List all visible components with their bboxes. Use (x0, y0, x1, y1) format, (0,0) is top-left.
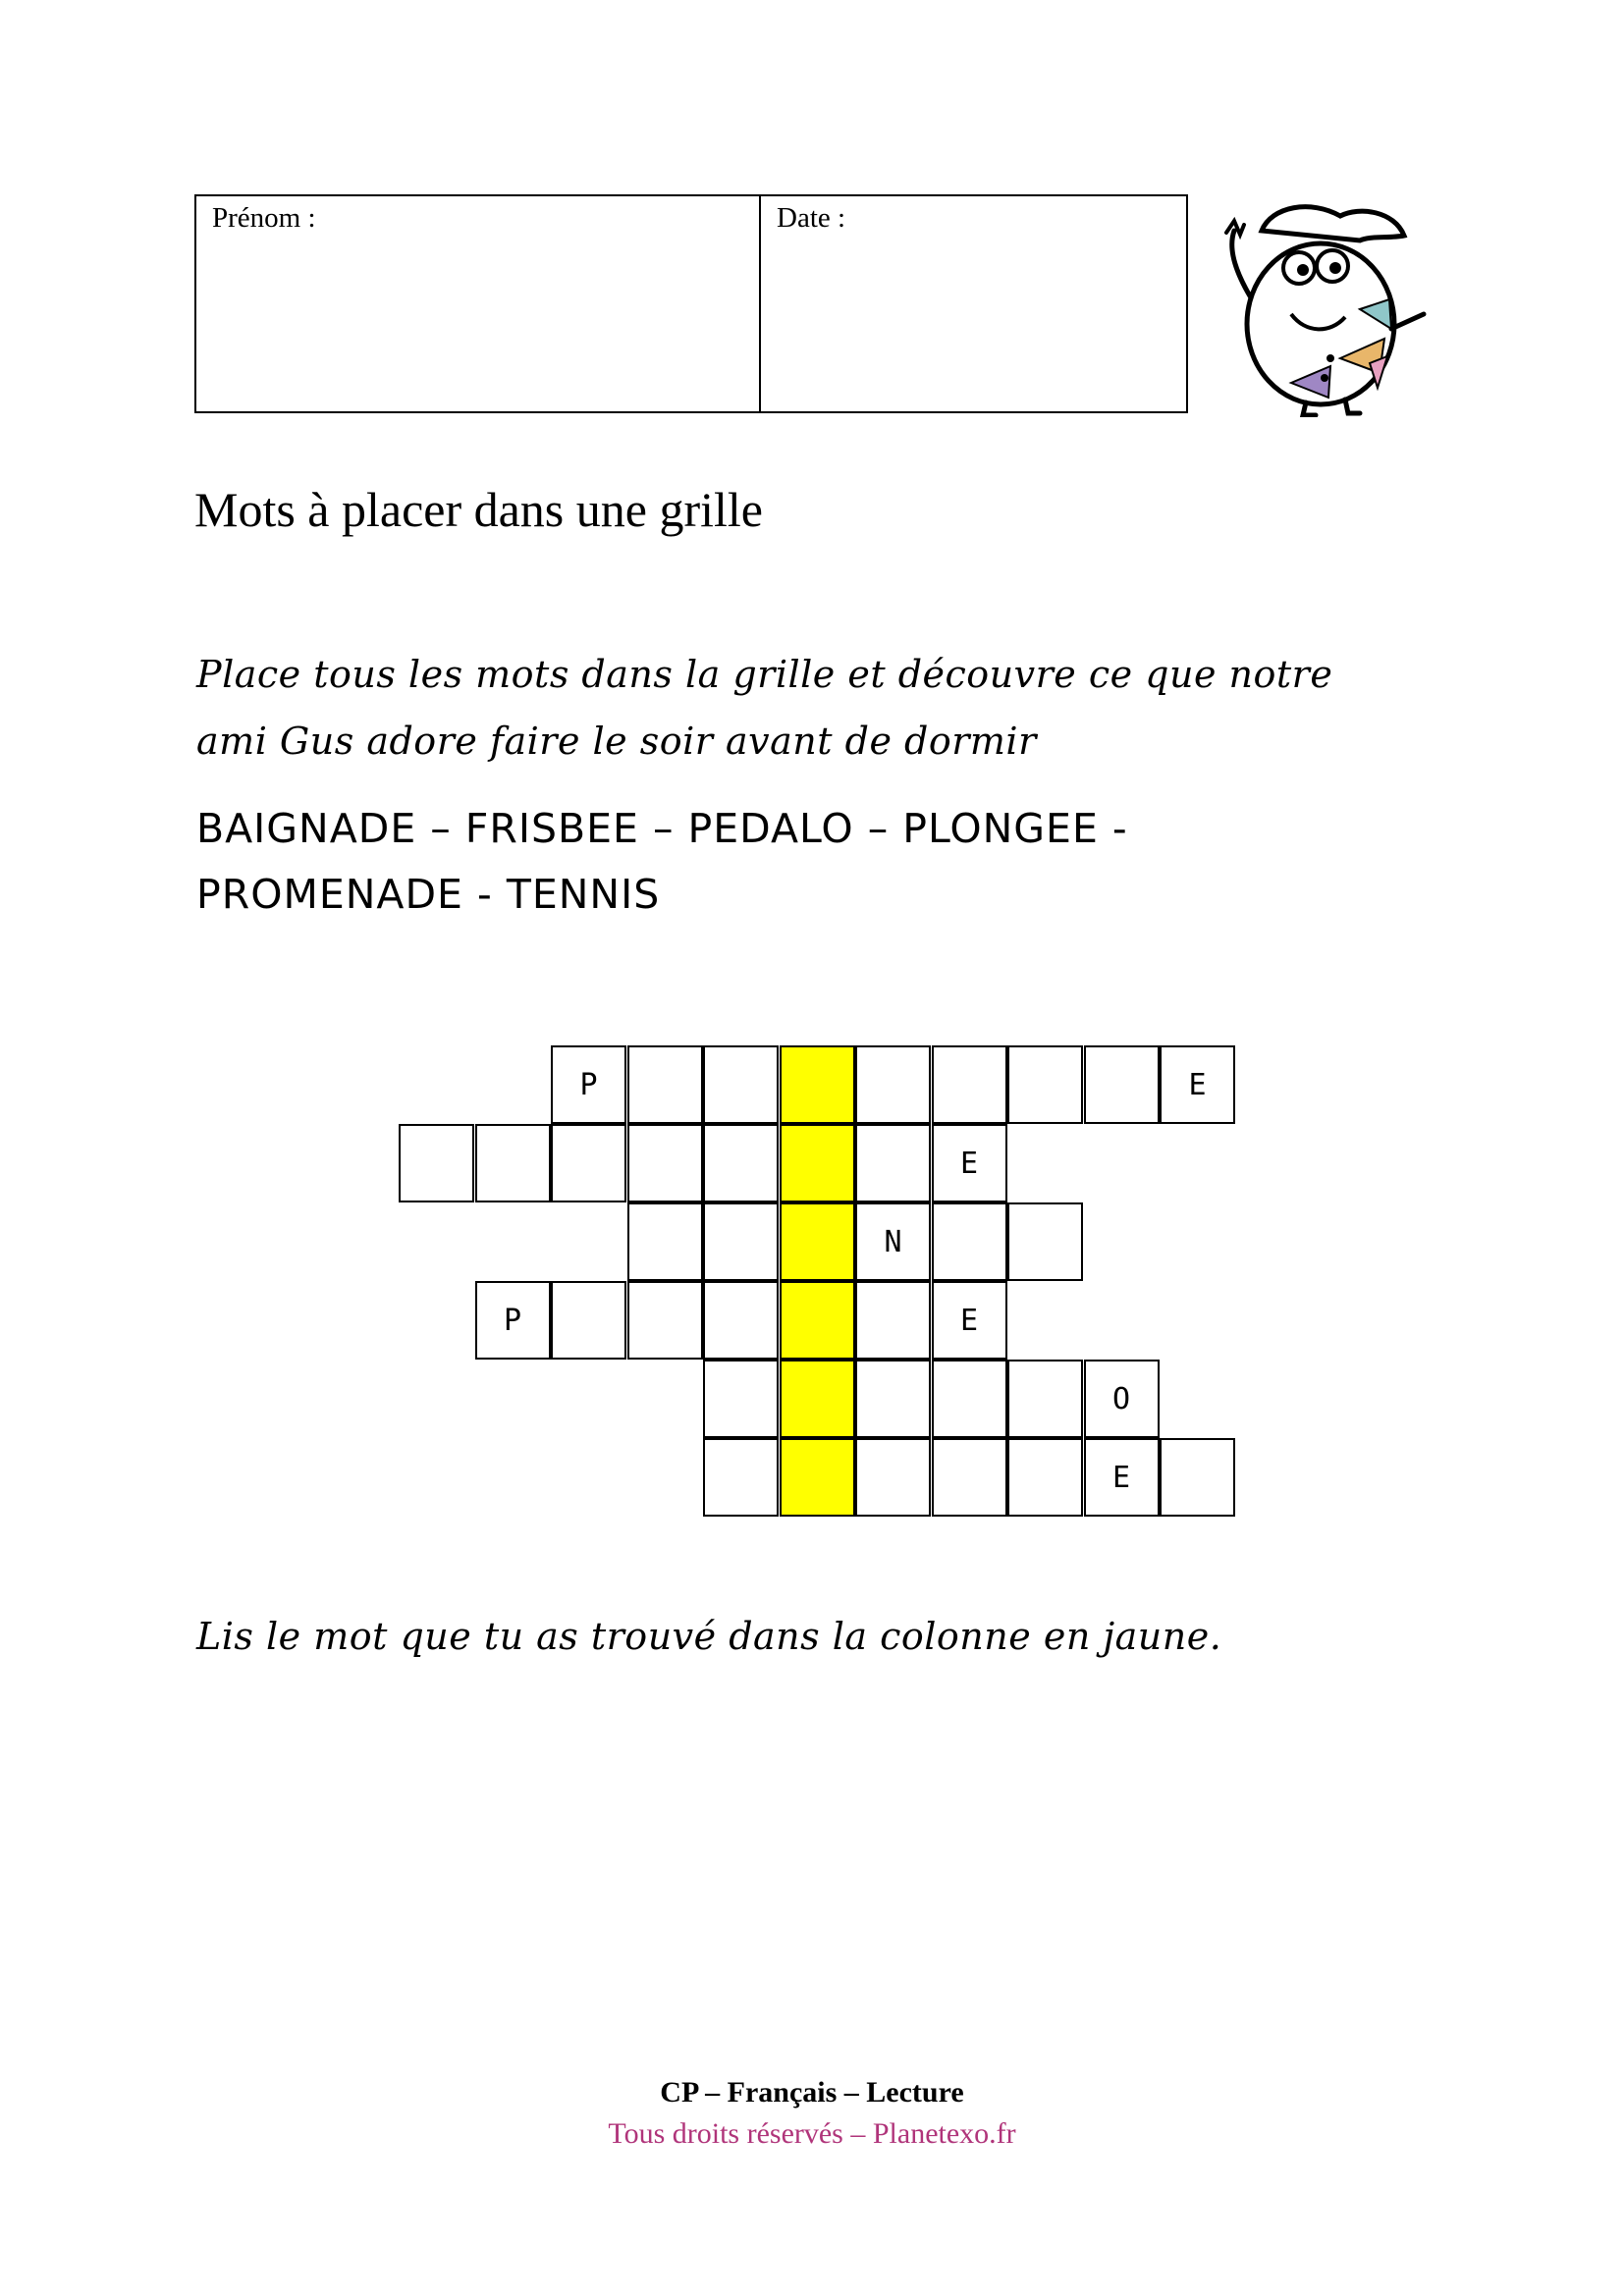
grid-cell[interactable] (932, 1360, 1007, 1438)
prenom-label: Prénom : (212, 202, 316, 234)
grid-cell[interactable] (1084, 1045, 1160, 1124)
grid-cell-highlighted[interactable] (780, 1045, 855, 1124)
grid-cell[interactable]: E (1084, 1438, 1160, 1517)
grid-cell[interactable]: E (932, 1124, 1007, 1202)
grid-cell[interactable] (627, 1124, 703, 1202)
grid-cell-highlighted[interactable] (780, 1281, 855, 1360)
grid-cell-highlighted[interactable] (780, 1438, 855, 1517)
grid-cell[interactable] (703, 1360, 779, 1438)
grid-cell[interactable] (855, 1281, 931, 1360)
grid-cell[interactable] (932, 1202, 1007, 1281)
grid-cell-highlighted[interactable] (780, 1360, 855, 1438)
grid-cell[interactable] (627, 1045, 703, 1124)
grid-cell[interactable] (703, 1124, 779, 1202)
footer-subject: CP – Français – Lecture (660, 2076, 964, 2109)
date-field[interactable] (761, 196, 1186, 411)
grid-cell[interactable]: E (1160, 1045, 1235, 1124)
grid-cell[interactable] (703, 1202, 779, 1281)
grid-cell[interactable] (1007, 1360, 1083, 1438)
mascot-gus-illustration (1222, 191, 1434, 417)
grid-cell[interactable] (703, 1045, 779, 1124)
grid-cell[interactable] (855, 1438, 931, 1517)
grid-cell[interactable] (1007, 1202, 1083, 1281)
footer-copyright: Tous droits réservés – Planetexo.fr (608, 2117, 1016, 2150)
grid-cell[interactable] (932, 1438, 1007, 1517)
grid-cell[interactable]: O (1084, 1360, 1160, 1438)
grid-cell[interactable] (1007, 1438, 1083, 1517)
prenom-field[interactable] (196, 196, 761, 411)
name-date-box (194, 194, 1188, 413)
instruction-line-1: Place tous les mots dans la grille et découvre ce que notre (196, 653, 1333, 696)
grid-cell[interactable] (1160, 1438, 1235, 1517)
grid-cell[interactable]: P (551, 1045, 626, 1124)
grid-cell-highlighted[interactable] (780, 1124, 855, 1202)
instruction-line-2: ami Gus adore faire le soir avant de dormir (196, 720, 1037, 763)
word-list-line-2: PROMENADE - TENNIS (196, 871, 661, 918)
grid-cell[interactable]: P (475, 1281, 551, 1360)
grid-cell[interactable] (627, 1202, 703, 1281)
grid-cell[interactable] (627, 1281, 703, 1360)
grid-cell[interactable] (703, 1281, 779, 1360)
date-label: Date : (777, 202, 846, 234)
grid-cell[interactable]: E (932, 1281, 1007, 1360)
grid-cell-highlighted[interactable] (780, 1202, 855, 1281)
page-title: Mots à placer dans une grille (194, 482, 763, 537)
grid-cell[interactable] (551, 1281, 626, 1360)
grid-cell[interactable] (855, 1045, 931, 1124)
grid-cell[interactable]: N (855, 1202, 931, 1281)
grid-cell[interactable] (932, 1045, 1007, 1124)
grid-cell[interactable] (855, 1124, 931, 1202)
closing-instruction: Lis le mot que tu as trouvé dans la colonne en jaune. (196, 1615, 1222, 1658)
grid-cell[interactable] (703, 1438, 779, 1517)
word-list-line-1: BAIGNADE – FRISBEE – PEDALO – PLONGEE - (196, 805, 1128, 852)
grid-cell[interactable] (399, 1124, 474, 1202)
grid-cell[interactable] (475, 1124, 551, 1202)
grid-cell[interactable] (855, 1360, 931, 1438)
grid-cell[interactable] (551, 1124, 626, 1202)
grid-cell[interactable] (1007, 1045, 1083, 1124)
